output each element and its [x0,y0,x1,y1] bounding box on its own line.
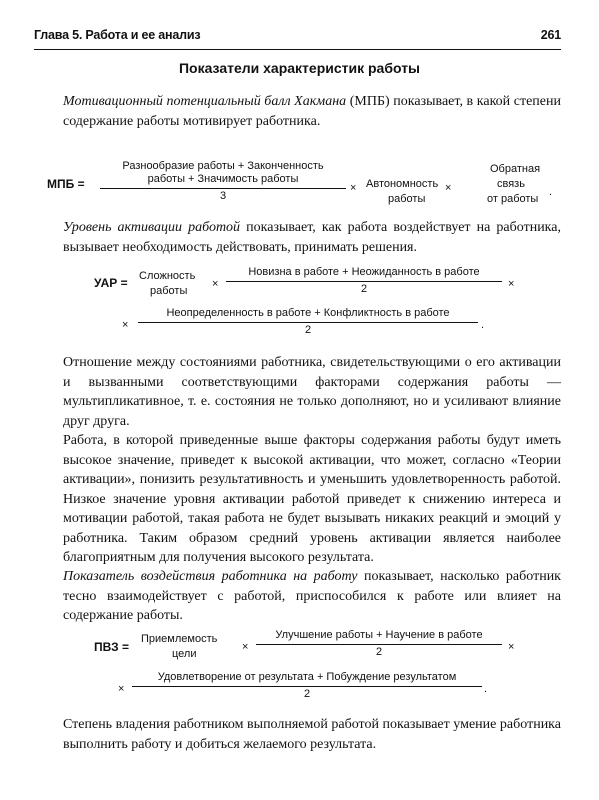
chapter-title: Глава 5. Работа и ее анализ [34,28,201,42]
times-sign: × [242,641,249,653]
paragraph-text: показывает, как работа воздействует на работника, вызывает необходимость действовать, принимать решения. [63,220,561,255]
numerator: Удовлетворение от результата + Побуждение результатом [157,671,457,683]
term-pvz: Показатель воздействия работника на работу [63,569,358,584]
numerator: Неопределенность в работе + Конфликтность в работе [166,307,450,319]
paragraph-uar-intro [63,218,561,257]
times-sign: × [122,319,129,331]
denominator: 3 [219,190,227,202]
goal-term-1: Приемлемость [141,633,218,645]
paragraph-pvz-intro [63,567,561,626]
paragraph-text: показывает, насколько работник тесно взаимодействует с работой, приспособился к работе или влияет на содержание работы. [63,569,561,623]
numerator: Новизна в работе + Неожиданность в работе [248,266,480,278]
times-sign: × [508,278,515,290]
times-sign: × [350,182,357,194]
fraction-bar [100,188,346,189]
page-number: 261 [540,28,561,42]
numerator: Улучшение работы + Научение в работе [275,629,483,641]
fraction [226,266,502,296]
fraction [100,160,346,203]
fraction [138,307,478,337]
denominator: 2 [303,688,311,700]
fraction-bar [226,281,502,282]
paragraph-multiplicative: Отношение между состояниями работника, свидетельствующими о его активации и вызванными соответствующими факторами содержания работы — мультипликативное, т. е. состояния не только дополняют, но и усиливают влияние друг друга. [63,355,561,429]
fraction-bar [132,686,482,687]
running-header [34,28,561,42]
autonomy-term-2: работы [388,193,426,205]
goal-term-2: цели [172,648,197,660]
formula-dot: . [481,319,485,331]
fraction-bar [256,644,502,645]
paragraph-text: (МПБ) показывает, в какой степени содержание работы мотивирует работника. [63,94,561,129]
term-mpb: Мотивационный потенциальный балл Хакмана [63,94,347,109]
paragraph-mpb-intro [63,92,561,131]
formula-label: ПВЗ = [94,640,129,654]
formula-label: УАР = [94,276,128,290]
fraction [256,629,502,659]
section-title: Показатели характеристик работы [178,60,421,76]
paragraph-mastery: Степень владения работником выполняемой работой показывает умение работника выполнить работу и добиться желаемого результата. [63,717,561,752]
times-sign: × [508,641,515,653]
times-sign: × [212,278,219,290]
formula-dot: . [484,683,488,695]
denominator: 2 [375,646,383,658]
times-sign: × [445,182,452,194]
numerator-line2: работы + Значимость работы [147,173,299,185]
numerator-line1: Разнообразие работы + Законченность [122,160,324,172]
term-uar: Уровень активации работой [63,220,241,235]
autonomy-term: Автономность [366,178,439,190]
feedback-term-2: связь [497,178,525,190]
denominator: 2 [360,283,368,295]
complexity-term-1: Сложность [139,270,196,282]
feedback-term-3: от работы [487,193,539,205]
formula-dot: . [549,186,553,198]
header-rule [34,49,561,50]
formula-label: МПБ = [47,177,85,191]
complexity-term-2: работы [150,285,188,297]
paragraph-activation-theory: Работа, в которой приведенные выше факторы содержания работы будут иметь высокое значение, приведет к высокой активации, что может, согласно «Теории активации», понизить результативность и уменьшить удовлетворенность работой. Низкое значение уровня активации работой приведет к снижению интереса и мотивации работой, такая работа не будет вызывать никаких реакций и эмоций у работника. Таким образом средний уровень активации является наиболее благоприятным для получения высокого результата. [63,433,561,565]
feedback-term-1: Обратная [490,163,541,175]
times-sign: × [118,683,125,695]
fraction-bar [138,322,478,323]
denominator: 2 [304,324,312,336]
fraction [132,671,482,701]
